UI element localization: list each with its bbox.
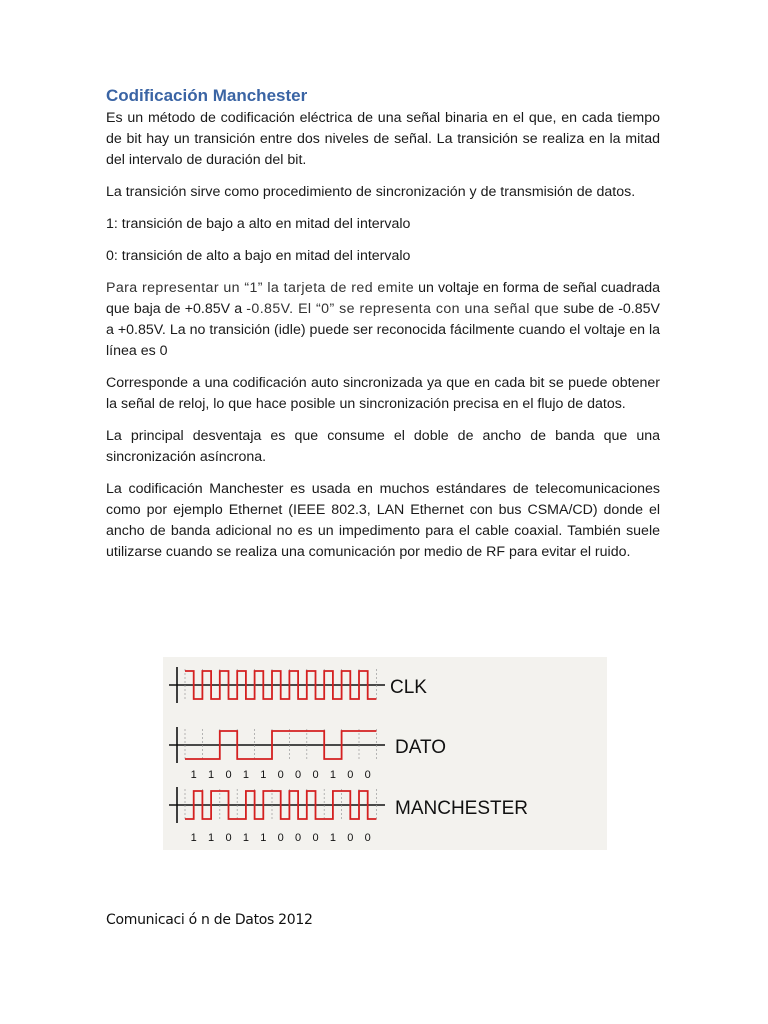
bit-label: 1 [190,832,197,844]
bit-label: 1 [190,769,197,781]
bit-label: 1 [208,769,215,781]
paragraph-rule-zero: 0: transición de alto a bajo en mitad del intervalo [106,248,411,264]
page-footer: Comunicaci ó n de Datos 2012 [106,912,313,928]
bit-label: 0 [295,832,302,844]
bit-label: 1 [208,832,215,844]
paragraph-self-sync: Corresponde a una codificación auto sincronizada ya que en cada bit se puede obtener la señal de reloj, lo que hace posible un sincronización precisa en el flujo de datos. [106,375,660,412]
page-title: Codificación Manchester [106,86,308,105]
voltage-text-d: sube de -0.85V a +0.85V. La no transición (idle) puede ser reconocida fácilmente cuando el voltaje en la línea es 0 [106,301,660,359]
paragraph-sync: La transición sirve como procedimiento de sincronización y de transmisión de datos. [106,184,636,200]
document-body [106,84,660,574]
bit-label: 0 [295,769,302,781]
paragraph-definition: Es un método de codificación eléctrica de una señal binaria en el que, en cada tiempo de bit hay un transición entre dos niveles de señal. La transición se realiza en la mitad del intervalo de duración del bit. [106,110,660,168]
bit-label: 0 [364,769,371,781]
bit-label: 0 [225,832,232,844]
bit-label: 1 [260,769,267,781]
bit-label: 0 [312,769,319,781]
paragraph-rule-one: 1: transición de bajo a alto en mitad del intervalo [106,216,411,232]
clk-signal [169,667,385,703]
voltage-text-b: un voltaje en forma de señal cuadrada que baja de +0.85V a [106,280,660,317]
paragraph-voltage [106,278,660,362]
bit-label: 0 [277,769,284,781]
manchester-label: MANCHESTER [395,798,529,819]
dato-label: DATO [395,737,447,758]
bit-label: 0 [225,769,232,781]
bit-label: 0 [347,769,354,781]
manchester-diagram [163,657,607,850]
bit-label: 0 [312,832,319,844]
paragraph-disadvantage: La principal desventaja es que consume el doble de ancho de banda que una sincronización asíncrona. [106,428,660,465]
bit-label: 0 [277,832,284,844]
bit-label: 0 [347,832,354,844]
voltage-text-a: Para representar un “1” la tarjeta de red emite [106,280,415,296]
bit-label: 1 [242,832,249,844]
dato-signal [169,727,385,763]
clk-label: CLK [390,677,427,698]
bit-label: 1 [242,769,249,781]
voltage-text-c: -0.85V. El “0” se representa con una señal que [246,301,560,317]
bit-label: 1 [329,832,336,844]
bit-labels-dato [191,769,371,781]
manchester-signal [169,787,385,823]
bit-labels-manchester [191,832,371,844]
bit-label: 0 [364,832,371,844]
bit-label: 1 [329,769,336,781]
bit-label: 1 [260,832,267,844]
paragraph-usage: La codificación Manchester es usada en muchos estándares de telecomunicaciones como por ejemplo Ethernet (IEEE 802.3, LAN Ethernet con bus CSMA/CD) donde el ancho de banda adicional no es un impedimento para el cable coaxial. También suele utilizarse cuando se realiza una comunicación por medio de RF para evitar el ruido. [106,481,660,560]
manchester-diagram-svg [163,657,607,850]
